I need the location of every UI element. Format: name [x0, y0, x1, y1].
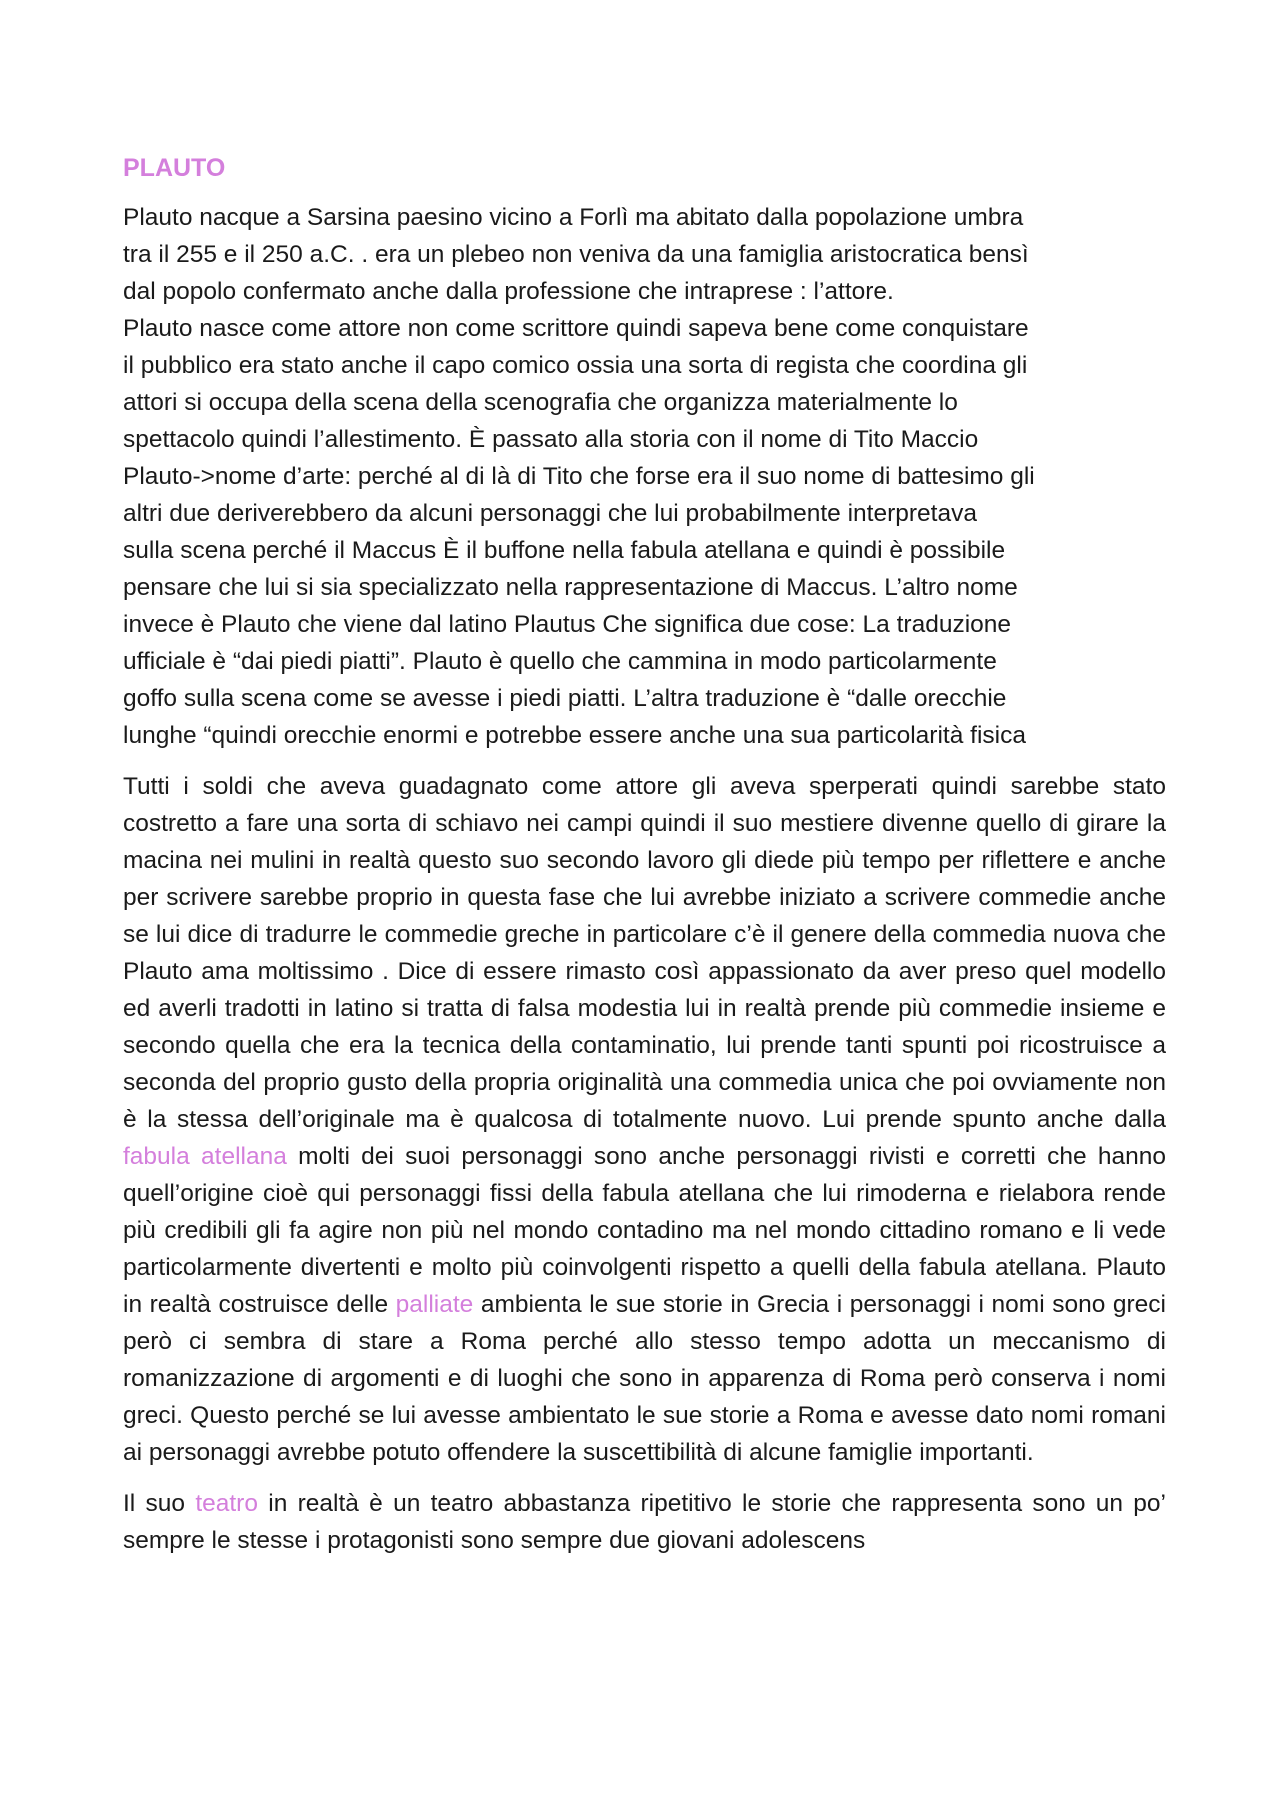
paragraph-line: altri due deriverebbero da alcuni personaggi che lui probabilmente interpretava [123, 500, 977, 527]
highlight-fabula-atellana: fabula atellana [123, 1143, 287, 1170]
paragraph-text: Il suo [123, 1490, 196, 1517]
paragraph-text: molti dei suoi personaggi sono anche personaggi rivisti e corretti che hanno quell’origine cioè qui personaggi fissi della fabula atellana che lui rimoderna e rielabora rende più credibili gli fa agire non più nel mondo contadino ma nel mondo cittadino romano e li vede particolarmente divertenti e molto più coinvolgenti rispetto a quelli della fabula atellana. Plauto in realtà costruisce delle [123, 1143, 1166, 1318]
highlight-palliate: palliate [395, 1291, 474, 1318]
paragraph-text: ambienta le sue storie in Grecia i personaggi i nomi sono greci però ci sembra di stare a Roma perché allo stesso tempo adotta un meccanismo di romanizzazione di argomenti e di luoghi che sono in apparenza di Roma però conserva i nomi greci. Questo perché se lui avesse ambientato le sue storie a Roma e avesse dato nomi romani ai personaggi avrebbe potuto offendere la suscettibilità di alcune famiglie importanti. [123, 1291, 1166, 1466]
paragraph-line: pensare che lui si sia specializzato nella rappresentazione di Maccus. L’altro nome [123, 574, 1018, 601]
paragraph-text: Tutti i soldi che aveva guadagnato come attore gli aveva sperperati quindi sarebbe stato costretto a fare una sorta di schiavo nei campi quindi il suo mestiere divenne quello di girare la macina nei mulini in realtà questo suo secondo lavoro gli diede più tempo per riflettere e anche per scrivere sarebbe proprio in questa fase che lui avrebbe iniziato a scrivere commedie anche se lui dice di tradurre le commedie greche in particolare c’è il genere della commedia nuova che Plauto ama moltissimo . Dice di essere rimasto così appassionato da aver preso quel modello ed averli tradotti in latino si tratta di falsa modestia lui in realtà prende più commedie insieme e secondo quella che era la tecnica della contaminatio, lui prende tanti spunti poi ricostruisce a seconda del proprio gusto della propria originalità una commedia unica che poi ovviamente non è la stessa dell’originale ma è qualcosa di totalmente nuovo. Lui prende spunto anche dalla [123, 773, 1166, 1133]
paragraph-line: Plauto nasce come attore non come scrittore quindi sapeva bene come conquistare [123, 315, 1029, 342]
paragraph-line: Plauto nacque a Sarsina paesino vicino a Forlì ma abitato dalla popolazione umbra [123, 204, 1024, 231]
paragraph-biography [123, 199, 1166, 754]
paragraph-theatre [123, 1485, 1166, 1559]
highlight-teatro: teatro [195, 1490, 258, 1517]
paragraph-line: attori si occupa della scena della scenografia che organizza materialmente lo [123, 389, 958, 416]
paragraph-line: dal popolo confermato anche dalla professione che intraprese : l’attore. [123, 278, 894, 305]
paragraph-line: ufficiale è “dai piedi piatti”. Plauto è quello che cammina in modo particolarmente [123, 648, 997, 675]
paragraph-line: spettacolo quindi l’allestimento. È passato alla storia con il nome di Tito Maccio [123, 426, 979, 453]
document-page [123, 150, 1166, 1573]
paragraph-text: in realtà è un teatro abbastanza ripetitivo le storie che rappresenta sono un po’ sempre le stesse i protagonisti sono sempre due giovani adolescens [123, 1490, 1166, 1554]
paragraph-line: goffo sulla scena come se avesse i piedi piatti. L’altra traduzione è “dalle orecchie [123, 685, 1007, 712]
paragraph-line: lunghe “quindi orecchie enormi e potrebbe essere anche una sua particolarità fisica [123, 722, 1026, 749]
paragraph-line: invece è Plauto che viene dal latino Plautus Che significa due cose: La traduzione [123, 611, 1012, 638]
document-title: PLAUTO [123, 154, 226, 182]
paragraph-line: tra il 255 e il 250 a.C. . era un plebeo non veniva da una famiglia aristocratica bensì [123, 241, 1029, 268]
paragraph-line: sulla scena perché il Maccus È il buffone nella fabula atellana e quindi è possibile [123, 537, 1006, 564]
paragraph-career [123, 768, 1166, 1471]
paragraph-line: il pubblico era stato anche il capo comico ossia una sorta di regista che coordina gli [123, 352, 1028, 379]
paragraph-line: Plauto->nome d’arte: perché al di là di Tito che forse era il suo nome di battesimo gli [123, 463, 1035, 490]
